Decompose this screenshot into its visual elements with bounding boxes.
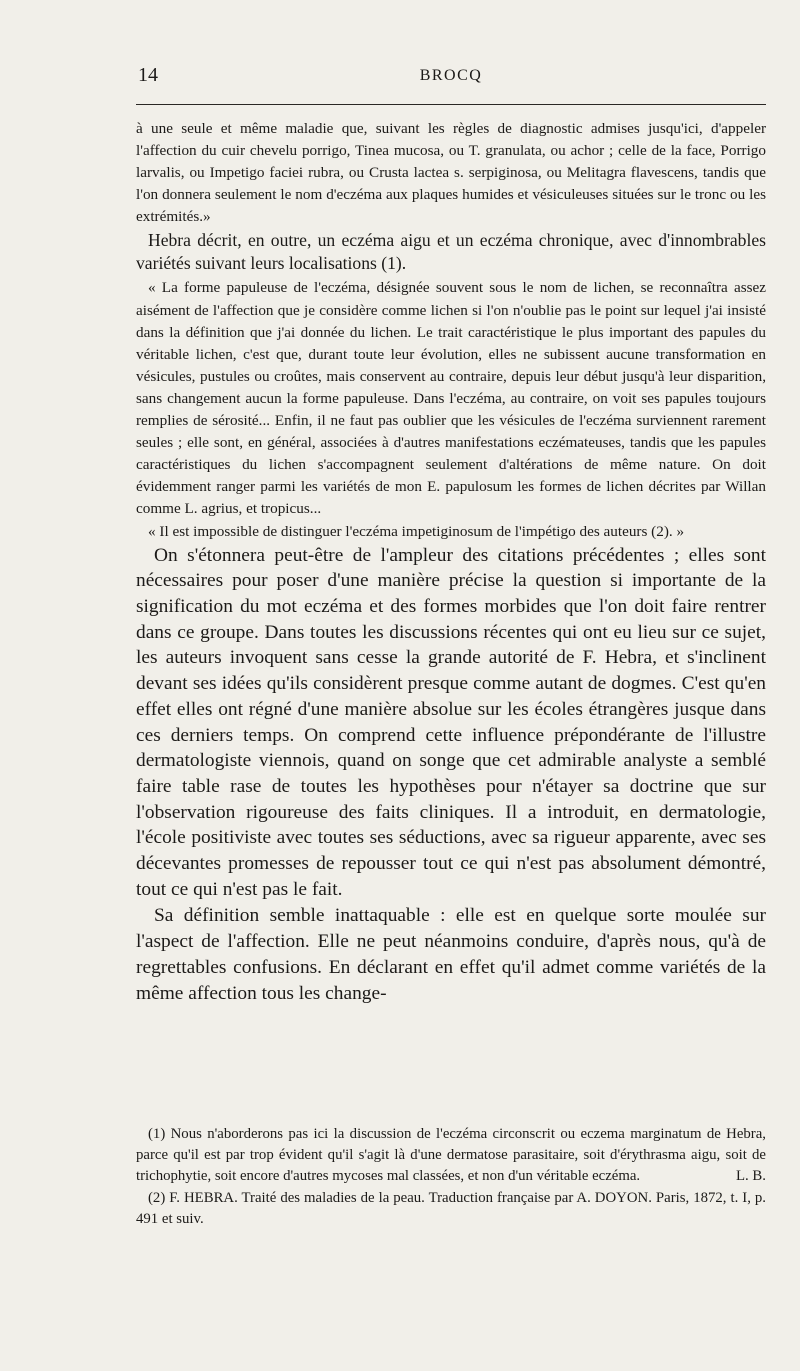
paragraph-citations: On s'étonnera peut-être de l'ampleur des citations précédentes ; elles sont nécessaires pour poser d'une manière précise la question si importante de la signification du mot eczéma et des formes morbides que l'on doit faire rentrer dans ce groupe. Dans toutes les discussions récentes qui ont eu lieu sur ce sujet, les auteurs invoquent sans cesse la grande autorité de F. Hebra, et s'inclinent devant ses idées qu'ils considèrent presque comme autant de dogmes. C'est qu'en effet elles ont régné d'une manière absolue sur les écoles étrangères jusque dans ces derniers temps. On comprend cette influence prépondérante de l'illustre dermatologiste viennois, quand on songe que cet admirable analyste a semblé faire table rase de toutes les hypothèses pour n'étayer sa doctrine que sur l'observation rigoureuse des faits cliniques. Il a introduit, en dermatologie, l'école positiviste avec toutes ses séductions, avec sa rigueur apparente, avec ses décevantes promesses de repousser tout ce qui n'est pas absolument démontré, tout ce qui n'est pas le fait.	[136, 544, 766, 900]
body-text	[136, 118, 766, 1006]
footnote-1-signature: L. B.	[735, 1168, 766, 1185]
paragraph-hebra-varieties: Hebra décrit, en outre, un eczéma aigu et un eczéma chronique, avec d'innombrables variétés suivant leurs localisations (1).	[136, 230, 766, 274]
quote-continuation: à une seule et même maladie que, suivant les règles de diagnostic admises jusqu'ici, d'appeler l'affection du cuir chevelu porrigo, Tinea mucosa, ou T. granulata, ou achor ; celle de la face, Porrigo larvalis, ou Impetigo faciei rubra, ou Crusta lactea s. serpiginosa, ou Melitagra flavescens, tandis que l'on donnera seulement le nom d'eczéma aux plaques humides et vésiculeuses situées sur le tronc ou les extrémités.»	[136, 120, 766, 226]
paragraph-definition: Sa définition semble inattaquable : elle est en quelque sorte moulée sur l'aspect de l'affection. Elle ne peut néanmoins conduire, d'après nous, qu'à de regrettables confusions. En déclarant en effet qu'il admet comme variétés de la même affection tous les change-	[136, 905, 766, 1004]
header-rule	[136, 104, 766, 105]
footnote-1-text: (1) Nous n'aborderons pas ici la discussion de l'eczéma circonscrit ou eczema marginatum de Hebra, parce qu'il est par trop évident qu'il s'agit là d'une dermatose parasitaire, soit d'érythrasma aigu, soit de trichophytie, soit encore d'autres mycoses mal classées, et non d'un véritable eczéma.	[136, 1126, 766, 1185]
quote-lichen: « La forme papuleuse de l'eczéma, désignée souvent sous le nom de lichen, se reconnaîtra assez aisément de l'affection que je considère comme lichen si l'on n'oublie pas le point sur lequel j'ai insisté dans la définition que j'ai donnée du lichen. Le trait caractéristique le plus important des papules du véritable lichen, c'est que, durant toute leur évolution, elles ne subissent aucune transformation en vésicules, pustules ou croûtes, mais conservent au contraire, depuis leur début jusqu'à leur disparition, sans changement aucun la forme papuleuse. Dans l'eczéma, au contraire, on voit ses papules toujours remplies de sérosité... Enfin, il ne faut pas oublier que les vésicules de l'eczéma surviennent rarement seules ; elle sont, en général, associées à d'autres manifestations eczémateuses, tandis que les papules caractéristiques du lichen s'accompagnent seulement d'altérations de même nature. On doit évidemment ranger parmi les variétés de mon E. papulosum les formes de lichen décrites par Willan comme L. agrius, et tropicus...	[136, 279, 766, 518]
page-header	[136, 64, 766, 94]
footnote-2: (2) F. HEBRA. Traité des maladies de la peau. Traduction française par A. DOYON. Paris, 1872, t. I, p. 491 et suiv.	[136, 1189, 766, 1227]
page-number: 14	[138, 64, 158, 86]
footnotes	[136, 1124, 766, 1230]
running-head: BROCQ	[419, 67, 483, 84]
footnote-1	[136, 1124, 766, 1188]
quote-impetiginosum: « Il est impossible de distinguer l'eczéma impetiginosum de l'impétigo des auteurs (2). »	[148, 522, 685, 540]
